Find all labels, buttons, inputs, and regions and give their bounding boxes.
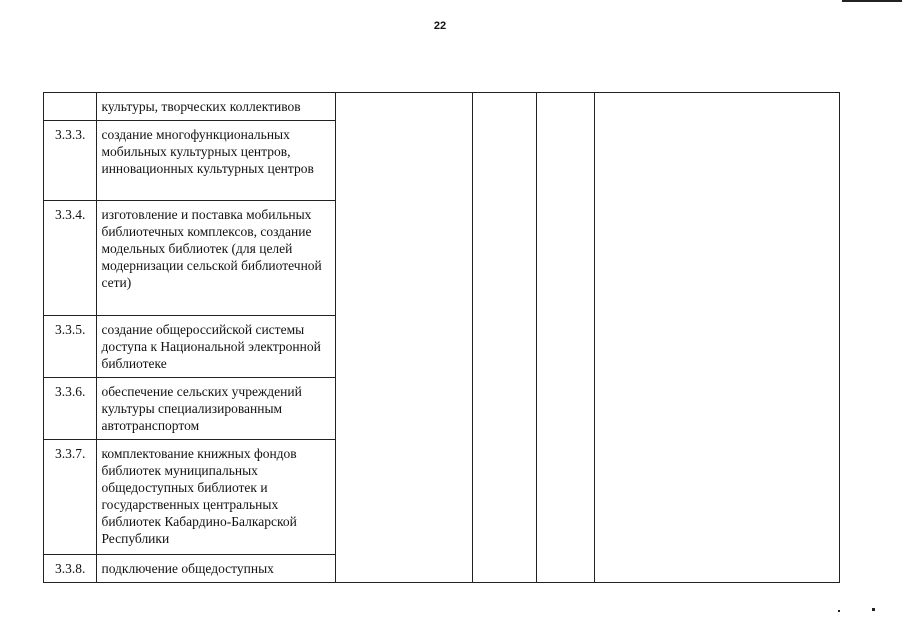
row-number: 3.3.3. (44, 121, 97, 201)
scan-edge-mark (842, 0, 902, 2)
row-number (44, 93, 97, 121)
empty-column-4 (472, 93, 537, 583)
row-activity-text: комплектование книжных фондов библиотек муниципальных общедоступных библиотек и государственных центральных библиотек Кабардино-Балкарской Республики (97, 440, 335, 555)
table-row (44, 93, 840, 121)
row-activity-text: изготовление и поставка мобильных библиотечных комплексов, создание модельных библиотек (для целей модернизации сельской библиотечной сети) (97, 201, 335, 316)
row-activity-text: создание общероссийской системы доступа к Национальной электронной библиотеке (97, 316, 335, 378)
row-number: 3.3.8. (44, 555, 97, 583)
page-number: 22 (433, 20, 447, 32)
row-number: 3.3.7. (44, 440, 97, 555)
row-activity-text: создание многофункциональных мобильных культурных центров, инновационных культурных центров (97, 121, 335, 201)
empty-column-6 (594, 93, 839, 583)
row-activity-text: подключение общедоступных (97, 555, 335, 583)
program-activities-table (43, 92, 840, 583)
scan-speck (872, 608, 875, 611)
empty-column-5 (537, 93, 595, 583)
row-activity-text: обеспечение сельских учреждений культуры специализированным автотранспортом (97, 378, 335, 440)
row-number: 3.3.4. (44, 201, 97, 316)
scan-speck (838, 610, 840, 612)
row-activity-text: культуры, творческих коллективов (97, 93, 335, 121)
row-number: 3.3.6. (44, 378, 97, 440)
empty-column-3 (335, 93, 472, 583)
row-number: 3.3.5. (44, 316, 97, 378)
